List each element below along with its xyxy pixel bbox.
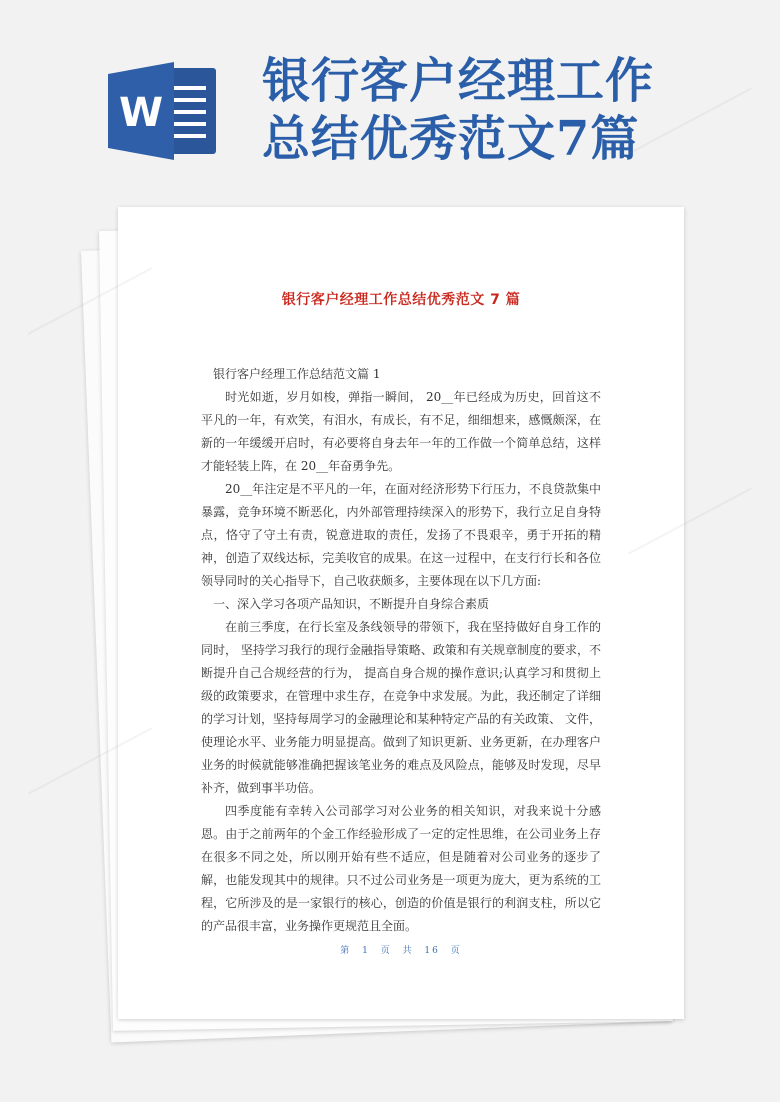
section-heading: 银行客户经理工作总结范文篇 1 <box>213 367 381 381</box>
document-body <box>201 363 601 938</box>
headline-line-1: 银行客户经理工作 <box>262 53 655 109</box>
paragraph: 在前三季度，在行长室及条线领导的带领下，我在坚持做好自身工作的同时， 坚持学习我行的现行金融指导策略、政策和有关规章制度的要求，不断提升自己合规经营的行为， 提高自身合规的操作意识;认真学习和贯彻上级的政策要求，在管理中求生存，在竞争中求发展。为此，我还制定了详细的学习计划，坚持每周学习的金融理论和某种特定产品的有关政策、 文件，使理论水平、业务能力明显提高。做到了知识更新、业务更新，在办理客户业务的时候就能够准确把握该笔业务的难点及风险点，能够及时发现，尽早补齐，做到事半功倍。 <box>201 620 601 795</box>
subsection-heading: 一、深入学习各项产品知识，不断提升自身综合素质 <box>213 597 490 611</box>
page-number-footer: 第 1 页 共 16 页 <box>340 946 462 956</box>
paragraph: 20__年注定是不平凡的一年，在面对经济形势下行压力，不良贷款集中暴露，竞争环境不断恶化，内外部管理持续深入的形势下，我行立足自身特点，恪守了守土有责，锐意进取的责任，发扬了不畏艰辛，勇于开拓的精神，创造了双线达标，完美收官的成果。在这一过程中，在支行行长和各位领导同时的关心指导下，自己收获颇多，主要体现在以下几方面: <box>201 482 601 588</box>
paragraph: 四季度能有幸转入公司部学习对公业务的相关知识，对我来说十分感恩。由于之前两年的个金工作经验形成了一定的定性思维，在公司业务上存在很多不同之处，所以刚开始有些不适应，但是随着对公司业务的逐步了解，也能发现其中的规律。只不过公司业务是一项更为庞大，更为系统的工程，它所涉及的是一家银行的核心，创造的价值是银行的利润支柱，所以它的产品很丰富，业务操作更规范且全面。 <box>201 804 601 933</box>
word-logo-icon <box>108 62 220 160</box>
headline-line-2: 总结优秀范文7篇 <box>262 111 640 167</box>
document-page <box>118 207 684 1019</box>
paragraph: 时光如逝，岁月如梭，弹指一瞬间， 20__年已经成为历史，回首这不平凡的一年，有欢笑，有泪水，有成长，有不足，细细想来，感慨颇深，在新的一年缓缓开启时，有必要将自身去年一年的工作做一个简单总结，这样才能轻装上阵，在 20__年奋勇争先。 <box>201 390 601 473</box>
word-logo-letter: W <box>118 90 164 136</box>
page-headline <box>262 52 762 168</box>
document-title: 银行客户经理工作总结优秀范文 7 篇 <box>281 292 521 308</box>
